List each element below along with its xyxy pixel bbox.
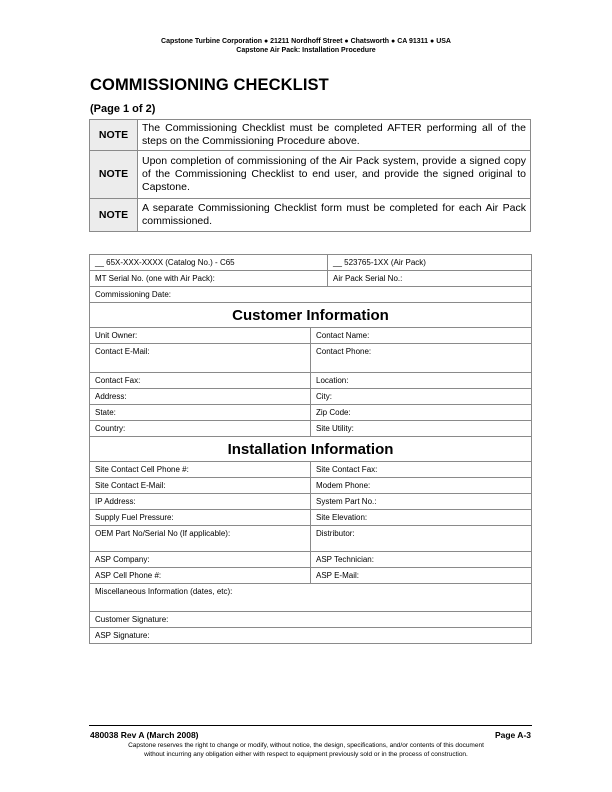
asp-technician-field[interactable]: ASP Technician: [311, 552, 532, 568]
asp-email-field[interactable]: ASP E-Mail: [311, 568, 532, 584]
contact-email-field[interactable]: Contact E-Mail: [90, 344, 311, 373]
oem-part-serial-field[interactable]: OEM Part No/Serial No (If applicable): [90, 526, 311, 552]
ip-address-field[interactable]: IP Address: [90, 494, 311, 510]
note-label: NOTE [90, 151, 138, 199]
asp-signature-field[interactable]: ASP Signature: [90, 628, 532, 644]
contact-name-field[interactable]: Contact Name: [311, 328, 532, 344]
air-pack-serial-field[interactable]: Air Pack Serial No.: [328, 271, 532, 287]
footer-disclaimer [0, 742, 612, 759]
customer-signature-field[interactable]: Customer Signature: [90, 612, 532, 628]
page-header [0, 37, 612, 55]
site-contact-cell-field[interactable]: Site Contact Cell Phone #: [90, 462, 311, 478]
site-elevation-field[interactable]: Site Elevation: [311, 510, 532, 526]
footer-page-number: Page A-3 [494, 730, 531, 740]
page-title: COMMISSIONING CHECKLIST [90, 76, 329, 94]
note-label: NOTE [90, 199, 138, 232]
address-field[interactable]: Address: [90, 389, 311, 405]
asp-company-field[interactable]: ASP Company: [90, 552, 311, 568]
system-part-no-field[interactable]: System Part No.: [311, 494, 532, 510]
header-doc-line: Capstone Air Pack: Installation Procedure [236, 47, 376, 54]
contact-fax-field[interactable]: Contact Fax: [90, 373, 311, 389]
city-field[interactable]: City: [311, 389, 532, 405]
misc-information-field[interactable]: Miscellaneous Information (dates, etc): [90, 584, 532, 612]
notes-table [89, 119, 531, 232]
zip-code-field[interactable]: Zip Code: [311, 405, 532, 421]
mt-serial-field[interactable]: MT Serial No. (one with Air Pack): [90, 271, 328, 287]
asp-cell-phone-field[interactable]: ASP Cell Phone #: [90, 568, 311, 584]
country-field[interactable]: Country: [90, 421, 311, 437]
note-text: The Commissioning Checklist must be completed AFTER performing all of the steps on the Commissioning Procedure above. [138, 120, 531, 151]
page-count: (Page 1 of 2) [90, 103, 156, 115]
note-label: NOTE [90, 120, 138, 151]
location-field[interactable]: Location: [311, 373, 532, 389]
air-pack-part-checkbox[interactable]: __ 523765-1XX (Air Pack) [328, 255, 532, 271]
footer-divider [89, 725, 532, 726]
supply-fuel-pressure-field[interactable]: Supply Fuel Pressure: [90, 510, 311, 526]
site-utility-field[interactable]: Site Utility: [311, 421, 532, 437]
site-contact-fax-field[interactable]: Site Contact Fax: [311, 462, 532, 478]
note-row [90, 120, 531, 151]
note-text: Upon completion of commissioning of the Air Pack system, provide a signed copy of the Commissioning Checklist to end user, and provide the signed original to Capstone. [138, 151, 531, 199]
modem-phone-field[interactable]: Modem Phone: [311, 478, 532, 494]
disclaimer-line-1: Capstone reserves the right to change or modify, without notice, the design, specifications, and/or contents of this document [128, 742, 484, 749]
disclaimer-line-2: without incurring any obligation either with respect to equipment previously sold or in the process of construction. [144, 750, 468, 758]
note-text: A separate Commissioning Checklist form must be completed for each Air Pack commissioned. [138, 199, 531, 232]
site-contact-email-field[interactable]: Site Contact E-Mail: [90, 478, 311, 494]
catalog-number-checkbox[interactable]: __ 65X-XXX-XXXX (Catalog No.) - C65 [90, 255, 328, 271]
customer-information-heading: Customer Information [90, 303, 532, 328]
installation-information-heading: Installation Information [90, 437, 532, 462]
header-company-line: Capstone Turbine Corporation ● 21211 Nordhoff Street ● Chatsworth ● CA 91311 ● USA [161, 38, 451, 45]
unit-owner-field[interactable]: Unit Owner: [90, 328, 311, 344]
note-row [90, 151, 531, 199]
state-field[interactable]: State: [90, 405, 311, 421]
contact-phone-field[interactable]: Contact Phone: [311, 344, 532, 373]
distributor-field[interactable]: Distributor: [311, 526, 532, 552]
commissioning-date-field[interactable]: Commissioning Date: [90, 287, 532, 303]
commissioning-form [89, 254, 532, 644]
note-row [90, 199, 531, 232]
footer-doc-number: 480038 Rev A (March 2008) [90, 730, 199, 740]
